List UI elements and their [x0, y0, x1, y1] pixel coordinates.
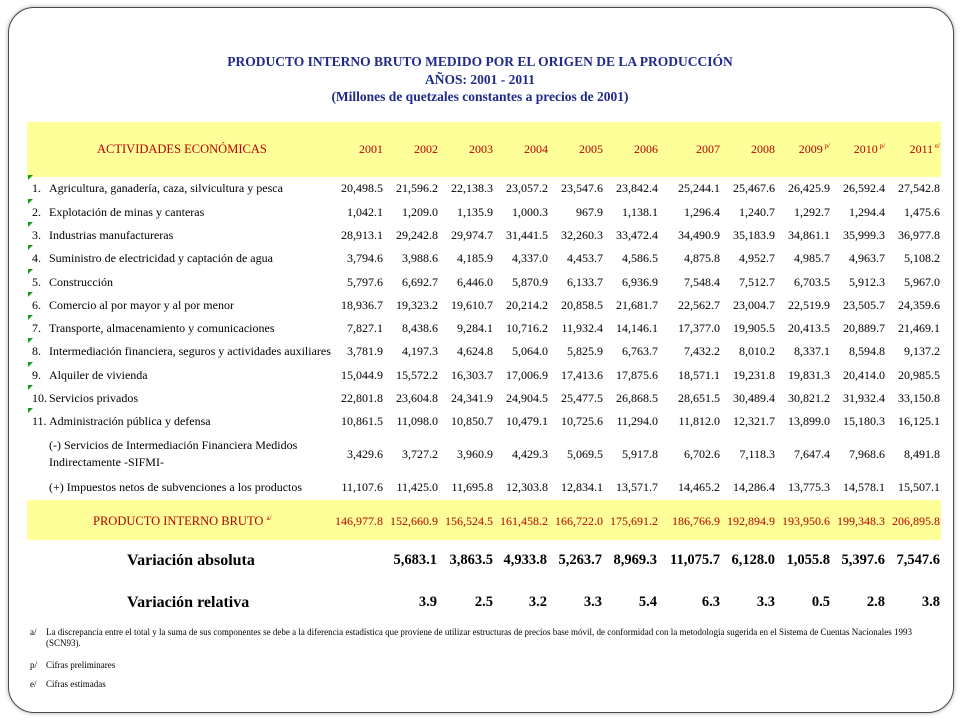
row-value: 23,547.6	[561, 181, 603, 195]
row-value: 6,133.7	[567, 275, 603, 289]
footnote-text: La discrepancia entre el total y la suma de sus componentes se debe a la diferencia estadística que proviene de utilizar estructuras de precios base móvil, de conformidad con la metodología sugerida en el Sistema de Cuentas Nacionales 1993 (SCN93).	[46, 627, 912, 648]
row-value: 5,825.9	[567, 344, 603, 358]
row-value: 6,446.0	[457, 275, 493, 289]
row-value: 21,469.1	[898, 321, 940, 335]
row-value: 31,441.5	[506, 228, 548, 242]
total-row	[27, 500, 941, 540]
row-value: 17,006.9	[506, 368, 548, 382]
total-value: 193,950.6	[782, 514, 830, 528]
row-value: 34,490.9	[678, 228, 720, 242]
variacion-absoluta-value: 5,397.6	[841, 552, 885, 568]
row-value: 7,432.2	[684, 344, 720, 358]
impuestos-value: 11,425.0	[396, 480, 438, 494]
table-row	[27, 181, 941, 199]
sifmi-value: 8,491.8	[904, 447, 940, 461]
sifmi-value: 3,429.6	[347, 447, 383, 461]
row-value: 20,889.7	[843, 321, 885, 335]
header-year-2009: 2009 $^{p/}$	[798, 142, 830, 156]
row-number: 9.	[32, 368, 41, 382]
row-value: 4,875.8	[684, 251, 720, 265]
header-year-2002: 2002	[414, 142, 438, 156]
row-value: 11,932.4	[561, 321, 603, 335]
sifmi-value: 7,118.3	[739, 447, 775, 461]
row-value: 6,936.9	[622, 275, 658, 289]
sifmi-value: 5,917.8	[622, 447, 658, 461]
row-value: 1,294.4	[849, 205, 885, 219]
row-value: 24,359.6	[898, 298, 940, 312]
row-value: 21,596.2	[396, 181, 438, 195]
total-value: 186,766.9	[672, 514, 720, 528]
impuestos-name: (+) Impuestos netos de subvenciones a los productos	[49, 480, 303, 494]
row-activity-name: Agricultura, ganadería, caza, silvicultura y pesca	[49, 181, 283, 195]
row-value: 20,413.5	[788, 321, 830, 335]
row-activity-name: Administración pública y defensa	[49, 414, 211, 428]
row-value: 4,985.7	[794, 251, 830, 265]
row-value: 29,242.8	[396, 228, 438, 242]
row-value: 23,604.8	[396, 391, 438, 405]
row-value: 26,592.4	[843, 181, 885, 195]
row-value: 16,125.1	[898, 414, 940, 428]
variacion-relativa-row	[27, 590, 941, 616]
row-value: 7,512.7	[739, 275, 775, 289]
variacion-absoluta-value: 1,055.8	[786, 552, 830, 568]
row-value: 19,831.3	[788, 368, 830, 382]
footnote-key: p/	[30, 660, 38, 670]
row-value: 23,004.7	[733, 298, 775, 312]
variacion-relativa-value: 5.4	[638, 594, 657, 610]
row-activity-name: Transporte, almacenamiento y comunicaciones	[49, 321, 275, 335]
variacion-relativa-value: 3.3	[583, 594, 602, 610]
header-year-2004: 2004	[524, 142, 548, 156]
total-value: 161,458.2	[500, 514, 548, 528]
total-label: PRODUCTO INTERNO BRUTO $^{a/}$	[93, 514, 272, 529]
row-value: 34,861.1	[788, 228, 830, 242]
impuestos-value: 11,695.8	[451, 480, 493, 494]
variacion-absoluta-row	[27, 548, 941, 574]
table-row	[27, 251, 941, 269]
row-value: 1,209.0	[402, 205, 438, 219]
row-value: 4,586.5	[622, 251, 658, 265]
row-value: 30,821.2	[788, 391, 830, 405]
row-value: 1,042.1	[347, 205, 383, 219]
header-year-2011: 2011 $^{e/}$	[909, 142, 940, 156]
row-activity-name: Intermediación financiera, seguros y actividades auxiliares	[49, 344, 331, 358]
row-number: 8.	[32, 344, 41, 358]
sifmi-value: 6,702.6	[684, 447, 720, 461]
table-row	[27, 275, 941, 293]
impuestos-value: 14,465.2	[678, 480, 720, 494]
row-value: 4,185.9	[457, 251, 493, 265]
row-value: 15,044.9	[341, 368, 383, 382]
variacion-relativa-value: 3.2	[528, 594, 547, 610]
variacion-relativa-value: 2.8	[866, 594, 885, 610]
row-value: 24,341.9	[451, 391, 493, 405]
row-value: 32,260.3	[561, 228, 603, 242]
row-number: 5.	[32, 275, 41, 289]
row-value: 16,303.7	[451, 368, 493, 382]
row-activity-name: Suministro de electricidad y captación de agua	[49, 251, 273, 265]
variacion-relativa-value: 6.3	[701, 594, 720, 610]
sifmi-value: 3,960.9	[457, 447, 493, 461]
footnote-text: Cifras estimadas	[46, 679, 106, 689]
row-value: 19,323.2	[396, 298, 438, 312]
row-value: 6,763.7	[622, 344, 658, 358]
impuestos-value: 13,571.7	[616, 480, 658, 494]
sifmi-value: 7,968.6	[849, 447, 885, 461]
table-row	[27, 391, 941, 409]
cell-marker-icon	[28, 362, 33, 367]
header-year-2010: 2010 $^{p/}$	[853, 142, 885, 156]
row-value: 17,413.6	[561, 368, 603, 382]
impuestos-row	[27, 480, 941, 498]
row-value: 1,292.7	[794, 205, 830, 219]
total-value: 199,348.3	[837, 514, 885, 528]
sifmi-value: 5,069.5	[567, 447, 603, 461]
row-value: 35,999.3	[843, 228, 885, 242]
total-value: 156,524.5	[445, 514, 493, 528]
row-value: 28,651.5	[678, 391, 720, 405]
variacion-relativa-value: 0.5	[811, 594, 830, 610]
sifmi-value: 3,727.2	[402, 447, 438, 461]
impuestos-value: 14,578.1	[843, 480, 885, 494]
sifmi-value: 4,429.3	[512, 447, 548, 461]
row-value: 21,681.7	[616, 298, 658, 312]
row-number: 3.	[32, 228, 41, 242]
sifmi-value: 7,647.4	[794, 447, 830, 461]
table-title: PRODUCTO INTERNO BRUTO MEDIDO POR EL ORIGEN DE LA PRODUCCIÓN	[227, 54, 733, 69]
row-value: 23,505.7	[843, 298, 885, 312]
row-value: 9,284.1	[457, 321, 493, 335]
row-value: 26,868.5	[616, 391, 658, 405]
row-value: 1,135.9	[457, 205, 493, 219]
variacion-relativa-value: 3.3	[756, 594, 775, 610]
cell-marker-icon	[28, 385, 33, 390]
row-number: 2.	[32, 205, 41, 219]
cell-marker-icon	[28, 222, 33, 227]
row-value: 17,377.0	[678, 321, 720, 335]
variacion-relativa-value: 3.9	[418, 594, 437, 610]
row-value: 9,137.2	[904, 344, 940, 358]
cell-marker-icon	[28, 245, 33, 250]
row-activity-name: Explotación de minas y canteras	[49, 205, 205, 219]
row-number: 1.	[32, 181, 41, 195]
row-value: 6,692.7	[402, 275, 438, 289]
row-value: 7,827.1	[347, 321, 383, 335]
cell-marker-icon	[28, 199, 33, 204]
footnote-e	[30, 679, 930, 691]
variacion-absoluta-value: 7,547.6	[896, 552, 940, 568]
row-value: 26,425.9	[788, 181, 830, 195]
row-value: 4,963.7	[849, 251, 885, 265]
header-activities-label: ACTIVIDADES ECONÓMICAS	[97, 142, 267, 156]
cell-marker-icon	[28, 338, 33, 343]
row-value: 31,932.4	[843, 391, 885, 405]
row-value: 3,794.6	[347, 251, 383, 265]
cell-marker-icon	[28, 269, 33, 274]
header-year-2005: 2005	[579, 142, 603, 156]
row-value: 4,624.8	[457, 344, 493, 358]
row-value: 13,899.0	[788, 414, 830, 428]
row-value: 1,000.3	[512, 205, 548, 219]
variacion-absoluta-value: 5,263.7	[558, 552, 602, 568]
row-value: 25,467.6	[733, 181, 775, 195]
row-value: 30,489.4	[733, 391, 775, 405]
variacion-absoluta-value: 5,683.1	[393, 552, 437, 568]
row-value: 4,337.0	[512, 251, 548, 265]
row-value: 7,548.4	[684, 275, 720, 289]
row-value: 4,453.7	[567, 251, 603, 265]
sifmi-row	[27, 438, 941, 472]
row-value: 6,703.5	[794, 275, 830, 289]
row-value: 22,138.3	[451, 181, 493, 195]
total-value: 152,660.9	[390, 514, 438, 528]
row-value: 5,967.0	[904, 275, 940, 289]
footnote-text: Cifras preliminares	[46, 660, 116, 670]
row-value: 20,985.5	[898, 368, 940, 382]
row-activity-name: Comercio al por mayor y al por menor	[49, 298, 234, 312]
row-value: 22,801.8	[341, 391, 383, 405]
row-value: 33,472.4	[616, 228, 658, 242]
row-value: 1,138.1	[622, 205, 658, 219]
table-row	[27, 321, 941, 339]
total-value: 206,895.8	[892, 514, 940, 528]
row-value: 18,571.1	[678, 368, 720, 382]
header-year-2003: 2003	[469, 142, 493, 156]
footnote-a	[30, 627, 930, 651]
row-value: 3,988.6	[402, 251, 438, 265]
row-value: 19,905.5	[733, 321, 775, 335]
row-activity-name: Industrias manufactureras	[49, 228, 174, 242]
row-value: 28,913.1	[341, 228, 383, 242]
variacion-relativa-value: 2.5	[474, 594, 493, 610]
row-value: 1,240.7	[739, 205, 775, 219]
row-value: 24,904.5	[506, 391, 548, 405]
variacion-absoluta-value: 4,933.8	[503, 552, 547, 568]
row-value: 15,572.2	[396, 368, 438, 382]
row-value: 14,146.1	[616, 321, 658, 335]
row-value: 27,542.8	[898, 181, 940, 195]
row-value: 10,725.6	[561, 414, 603, 428]
row-value: 4,197.3	[402, 344, 438, 358]
footnote-key: a/	[30, 627, 37, 637]
header-year-2007: 2007	[696, 142, 720, 156]
row-value: 19,610.7	[451, 298, 493, 312]
variacion-absoluta-value: 11,075.7	[670, 552, 720, 568]
impuestos-value: 13,775.3	[788, 480, 830, 494]
impuestos-value: 11,107.6	[341, 480, 383, 494]
row-number: 4.	[32, 251, 41, 265]
row-value: 12,321.7	[733, 414, 775, 428]
header-year-2006: 2006	[634, 142, 658, 156]
total-value: 192,894.9	[727, 514, 775, 528]
table-row	[27, 368, 941, 386]
row-number: 10.	[32, 391, 47, 405]
row-value: 33,150.8	[898, 391, 940, 405]
row-value: 967.9	[576, 205, 603, 219]
table-header	[27, 122, 941, 177]
row-value: 5,797.6	[347, 275, 383, 289]
variacion-absoluta-value: 3,863.5	[449, 552, 493, 568]
header-year-2001: 2001	[359, 142, 383, 156]
row-value: 20,498.5	[341, 181, 383, 195]
row-value: 4,952.7	[739, 251, 775, 265]
row-value: 10,479.1	[506, 414, 548, 428]
row-value: 35,183.9	[733, 228, 775, 242]
table-years: AÑOS: 2001 - 2011	[425, 72, 535, 87]
header-year-2008: 2008	[751, 142, 775, 156]
variacion-absoluta-value: 6,128.0	[731, 552, 775, 568]
row-value: 25,244.1	[678, 181, 720, 195]
footnote-key: e/	[30, 679, 37, 689]
total-value: 175,691.2	[610, 514, 658, 528]
table-row	[27, 414, 941, 432]
row-value: 8,337.1	[794, 344, 830, 358]
variacion-absoluta-value: 8,969.3	[613, 552, 657, 568]
row-value: 8,010.2	[739, 344, 775, 358]
row-value: 11,294.0	[616, 414, 658, 428]
row-activity-name: Alquiler de vivienda	[49, 368, 148, 382]
total-value: 166,722.0	[555, 514, 603, 528]
cell-marker-icon	[28, 292, 33, 297]
row-value: 25,477.5	[561, 391, 603, 405]
row-value: 22,562.7	[678, 298, 720, 312]
row-value: 10,850.7	[451, 414, 493, 428]
impuestos-value: 12,303.8	[506, 480, 548, 494]
table-row	[27, 228, 941, 246]
row-value: 10,716.2	[506, 321, 548, 335]
row-value: 8,594.8	[849, 344, 885, 358]
row-number: 6.	[32, 298, 41, 312]
sifmi-name-line1: (-) Servicios de Intermediación Financiera Medidos	[49, 438, 298, 452]
table-row	[27, 205, 941, 223]
row-number: 7.	[32, 321, 41, 335]
row-activity-name: Servicios privados	[49, 391, 138, 405]
row-value: 3,781.9	[347, 344, 383, 358]
cell-marker-icon	[28, 315, 33, 320]
row-value: 20,214.2	[506, 298, 548, 312]
cell-marker-icon	[28, 175, 33, 180]
variacion-relativa-label: Variación relativa	[127, 594, 250, 611]
table-units: (Millones de quetzales constantes a precios de 2001)	[331, 89, 629, 104]
row-activity-name: Construcción	[49, 275, 113, 289]
footnote-p	[30, 660, 930, 672]
row-value: 20,414.0	[843, 368, 885, 382]
row-value: 29,974.7	[451, 228, 493, 242]
row-value: 5,870.9	[512, 275, 548, 289]
table-row	[27, 344, 941, 362]
row-value: 5,108.2	[904, 251, 940, 265]
cell-marker-icon	[28, 408, 33, 413]
row-value: 23,842.4	[616, 181, 658, 195]
total-value: 146,977.8	[335, 514, 383, 528]
variacion-relativa-value: 3.8	[921, 594, 940, 610]
row-value: 19,231.8	[733, 368, 775, 382]
row-value: 11,812.0	[678, 414, 720, 428]
row-value: 11,098.0	[396, 414, 438, 428]
row-value: 5,064.0	[512, 344, 548, 358]
row-value: 36,977.8	[898, 228, 940, 242]
row-value: 10,861.5	[341, 414, 383, 428]
impuestos-value: 14,286.4	[733, 480, 775, 494]
row-value: 17,875.6	[616, 368, 658, 382]
row-value: 15,180.3	[843, 414, 885, 428]
row-value: 18,936.7	[341, 298, 383, 312]
impuestos-value: 12,834.1	[561, 480, 603, 494]
row-value: 1,475.6	[904, 205, 940, 219]
variacion-absoluta-label: Variación absoluta	[127, 552, 255, 569]
sifmi-name-line2: Indirectamente -SIFMI-	[49, 455, 164, 469]
impuestos-value: 15,507.1	[898, 480, 940, 494]
row-value: 1,296.4	[684, 205, 720, 219]
row-value: 20,858.5	[561, 298, 603, 312]
table-row	[27, 298, 941, 316]
row-value: 5,912.3	[849, 275, 885, 289]
row-value: 8,438.6	[402, 321, 438, 335]
row-number: 11.	[32, 414, 47, 428]
row-value: 23,057.2	[506, 181, 548, 195]
row-value: 22,519.9	[788, 298, 830, 312]
